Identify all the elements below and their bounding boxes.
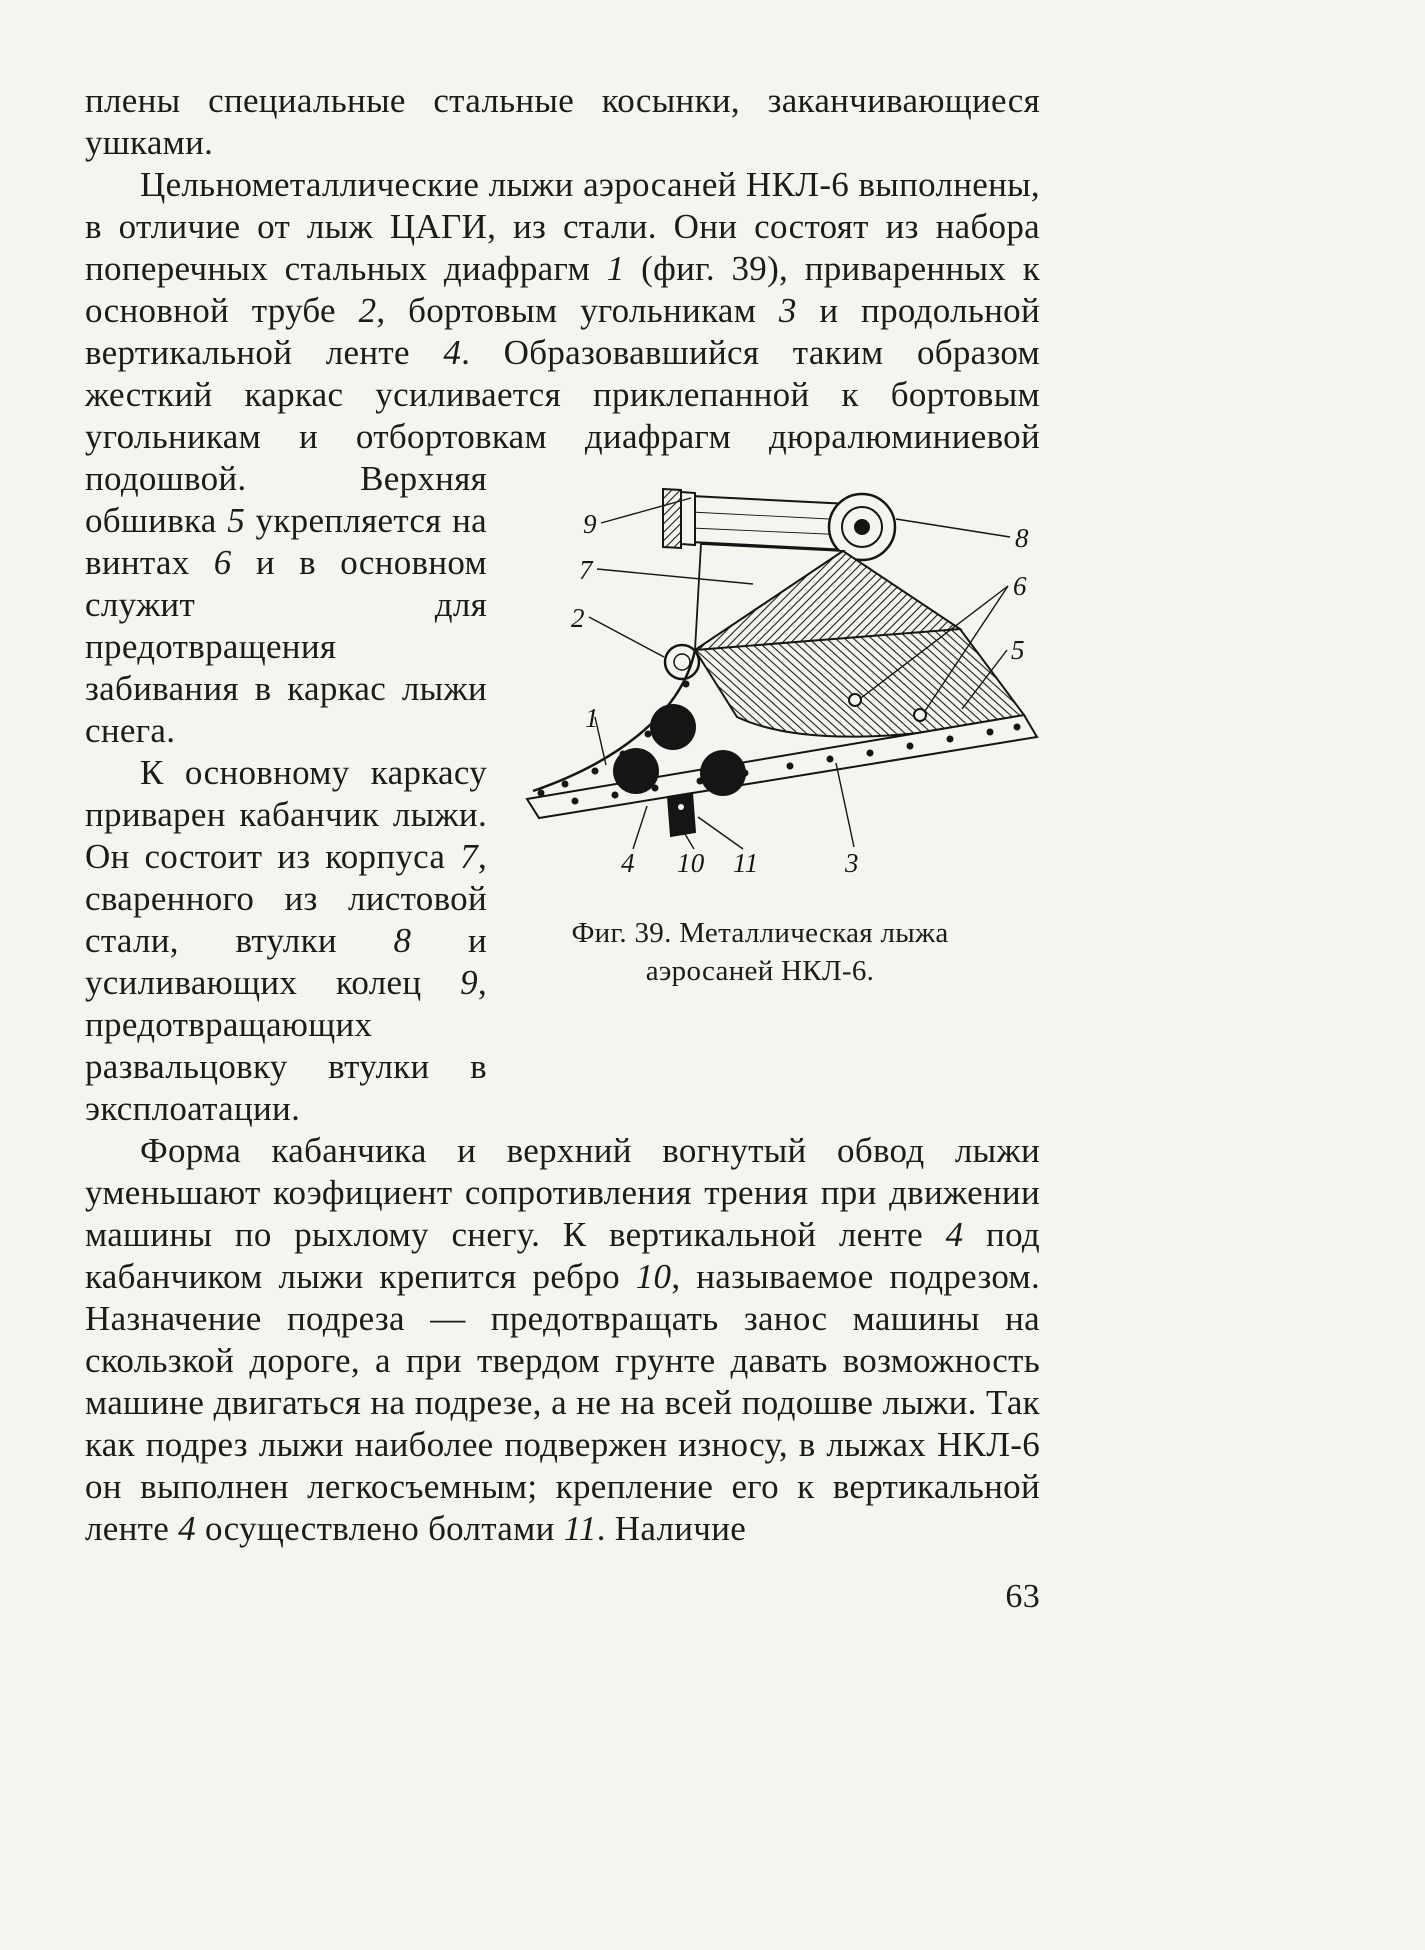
text-segment: , бортовым угольникам [376, 291, 779, 330]
text-segment: и продольной вертикальной ленте [85, 291, 1040, 372]
figure-ref-number: 2 [358, 291, 377, 330]
figure-ref-number: 9 [460, 963, 478, 1002]
reinforcing-ring [663, 489, 681, 548]
text-segment: под кабанчиком лыжи крепится ребро [85, 1215, 1040, 1296]
figure-callout-10: 10 [677, 848, 705, 878]
figure-ref-number: 4 [443, 333, 462, 372]
upper-skin [695, 629, 1024, 737]
text-segment: , сваренного из листовой стали, втулки [85, 837, 487, 960]
figure-callout-8: 8 [1015, 523, 1029, 553]
text-segment: осуществлено болтами [195, 1509, 564, 1548]
text-segment: и усиливающих колец [85, 921, 487, 1002]
text-segment: плены специальные стальные косынки, заканчивающиеся ушками. [85, 81, 1040, 162]
figure-ref-number: 3 [778, 291, 797, 330]
figure-ref-number: 10 [635, 1257, 672, 1296]
figure-ref-number: 4 [178, 1509, 196, 1548]
figure-ref-number: 1 [606, 249, 625, 288]
text-segment: Цельнометаллические лыжи аэросаней НКЛ-6 выполнены, в отличие от лыж ЦАГИ, из стали. Они состоят из набора поперечных стальных диафрагм [85, 165, 1040, 288]
figure-callout-7: 7 [579, 555, 593, 585]
figure-callout-9: 9 [583, 509, 597, 539]
figure-ref-number: 6 [213, 543, 232, 582]
text-segment: К основному каркасу приварен кабанчик лыжи. Он состоит из корпуса [85, 753, 487, 876]
figure-callout-11: 11 [733, 848, 759, 878]
text-segment: Форма кабанчика и верхний вогнутый обвод лыжи уменьшают коэфициент сопротивления трения при движении машины по рыхлому снегу. К вертикальной ленте [85, 1131, 1040, 1254]
podrez-bolt [678, 804, 684, 810]
figure-callout-4: 4 [621, 848, 635, 878]
figure-39 [505, 466, 1040, 1081]
figure-ref-number: 5 [227, 501, 245, 540]
text-segment: и в основном служит для предотвращения забивания в каркас лыжи снега. [85, 543, 487, 750]
figure-callout-6: 6 [1013, 571, 1027, 601]
figure-ref-number: 8 [393, 921, 412, 960]
text-segment: укрепляется на винтах [85, 501, 487, 582]
ski-structure [527, 489, 1037, 836]
text-segment: , предотвращающих развальцовку втулки в эксплоатации. [85, 963, 487, 1128]
figure-caption: Фиг. 39. Металлическая лыжа аэросаней НКЛ-6. [571, 917, 949, 987]
figure-ref-number: 4 [945, 1215, 964, 1254]
figure-drawing-metal-ski [505, 466, 1040, 896]
figure-callout-3: 3 [845, 848, 859, 878]
figure-ref-number: 7 [460, 837, 478, 876]
figure-callout-2: 2 [571, 603, 585, 633]
text-segment: . Наличие [596, 1509, 747, 1548]
paragraph-continuation [85, 80, 1040, 164]
text-segment: , называемое подрезом. Назначение подреза — предотвращать занос машины на скользкой дороге, а при твердом грунте давать возможность машине двигаться на подрезе, а не на всей подошве лыжи. Так как подрез лыжи наиболее подвержен износу, в лыжах НКЛ-6 он выполнен легкосъемным; крепление его к вертикальной ленте [85, 1257, 1040, 1548]
text-segment: дюралюминиевой подошвой. Верхняя обшивка [85, 417, 1040, 540]
page-number: 63 [1005, 1578, 1040, 1615]
figure-ref-number: 11 [563, 1509, 597, 1548]
figure-callout-1: 1 [585, 703, 599, 733]
text-segment: . Образовавшийся таким образом жесткий каркас усиливается приклепанной к бортовым угольникам и отбортовкам диафрагм [85, 333, 1040, 456]
paragraph-podrez [85, 1130, 1040, 1550]
podrez-rib [668, 793, 695, 836]
figure-callout-5: 5 [1011, 635, 1025, 665]
bushing-cylinder [691, 496, 849, 550]
text-segment: (фиг. 39), приваренных к основной трубе [85, 249, 1041, 330]
